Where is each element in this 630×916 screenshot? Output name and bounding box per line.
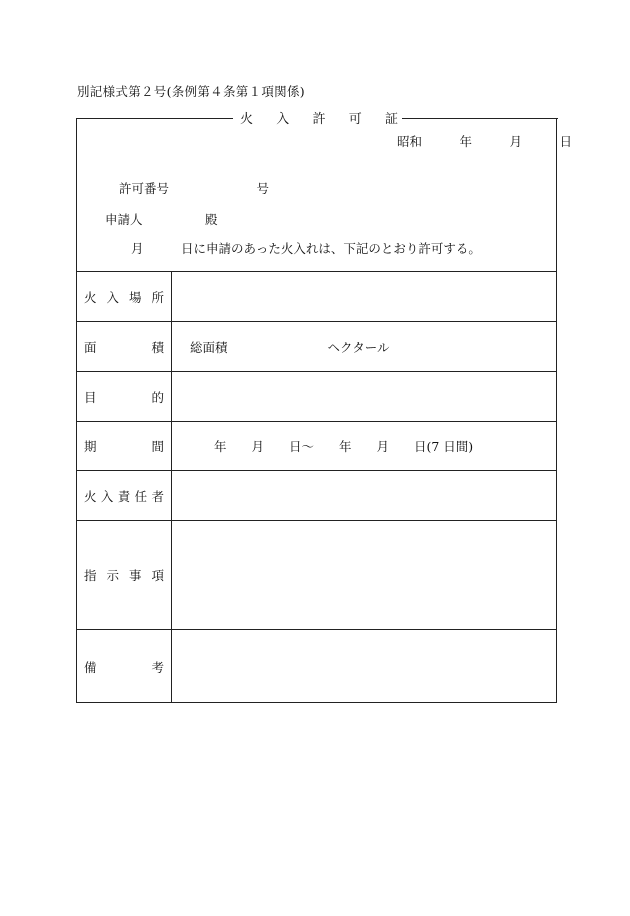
table-row bbox=[77, 321, 556, 371]
row-label bbox=[77, 372, 172, 421]
label-char: 示 bbox=[106, 568, 119, 583]
row-label bbox=[77, 521, 172, 629]
label-char: 責 bbox=[117, 488, 131, 504]
details-table bbox=[77, 271, 556, 703]
row-label bbox=[77, 272, 172, 321]
label-char: 積 bbox=[151, 339, 164, 355]
label-char: 火 bbox=[84, 289, 97, 305]
label-char: 任 bbox=[134, 488, 148, 504]
label-char: 項 bbox=[151, 568, 164, 583]
label-char: 火 bbox=[84, 488, 97, 504]
table-row bbox=[77, 271, 556, 321]
row-label bbox=[77, 630, 172, 703]
label-char: 入 bbox=[106, 289, 119, 305]
area-field[interactable] bbox=[172, 322, 556, 371]
row-label bbox=[77, 471, 172, 520]
permit-number: 許可番号 号 bbox=[119, 181, 270, 196]
burn-location-field[interactable] bbox=[172, 272, 556, 321]
label-char: 目 bbox=[84, 389, 97, 405]
label-char: 事 bbox=[128, 568, 142, 583]
label-char: 考 bbox=[151, 659, 164, 675]
row-label bbox=[77, 322, 172, 371]
permit-statement: 月 日に申請のあった火入れは、下記のとおり許可する。 bbox=[131, 241, 481, 256]
header-area bbox=[77, 118, 573, 271]
title-char: 入 bbox=[276, 112, 290, 127]
row-label bbox=[77, 422, 172, 470]
permit-form bbox=[76, 112, 573, 703]
form-reference: 別記様式第２号(条例第４条第１項関係) bbox=[77, 84, 305, 99]
table-row bbox=[77, 421, 556, 470]
title-char: 火 bbox=[240, 112, 254, 127]
label-char: 期 bbox=[84, 439, 97, 454]
responsible-person-field[interactable] bbox=[172, 471, 556, 520]
remarks-field[interactable] bbox=[172, 630, 556, 703]
label-char: 者 bbox=[151, 488, 164, 504]
area-value: 総面積 ヘクタール bbox=[190, 339, 390, 355]
table-row bbox=[77, 520, 556, 629]
issue-date: 昭和 年 月 日 bbox=[397, 134, 573, 149]
applicant-line: 申請人 殿 bbox=[105, 212, 218, 227]
label-char: 指 bbox=[84, 568, 97, 583]
purpose-field[interactable] bbox=[172, 372, 556, 421]
period-value: 年 月 日～ 年 月 日(7 日間) bbox=[214, 439, 474, 454]
label-char: 場 bbox=[128, 289, 142, 305]
title-char: 可 bbox=[348, 112, 362, 127]
table-row bbox=[77, 629, 556, 703]
instructions-field[interactable] bbox=[172, 521, 556, 629]
title-char: 許 bbox=[312, 112, 326, 127]
label-char: 面 bbox=[84, 339, 97, 355]
period-field[interactable] bbox=[172, 422, 556, 470]
title-char: 証 bbox=[384, 112, 398, 127]
label-char: 備 bbox=[84, 659, 97, 675]
label-char: 的 bbox=[151, 389, 164, 405]
table-row bbox=[77, 371, 556, 421]
label-char: 入 bbox=[100, 488, 114, 504]
label-char: 間 bbox=[151, 439, 164, 454]
table-row bbox=[77, 470, 556, 520]
label-char: 所 bbox=[151, 289, 164, 305]
